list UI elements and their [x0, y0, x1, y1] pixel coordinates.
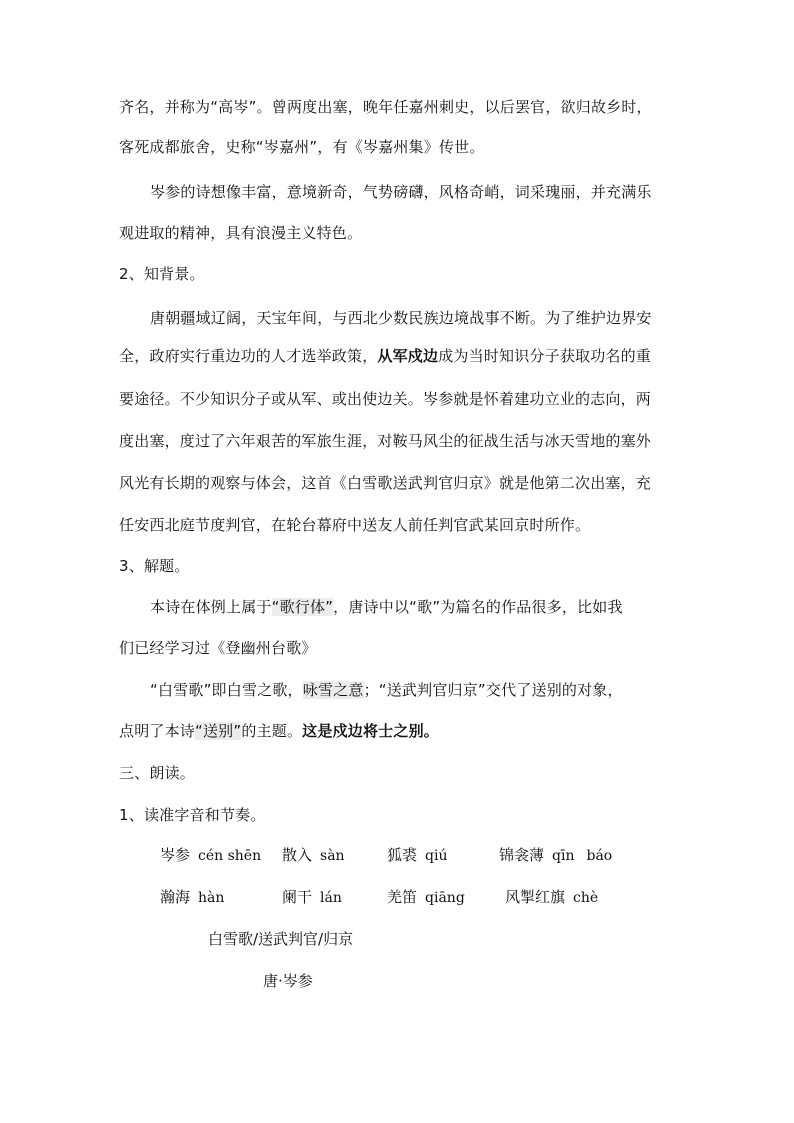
pronunciation-item: [387, 845, 447, 866]
title-explain-line-4-pre: 点明了本诗: [119, 722, 196, 740]
style-line-1: 岑参的诗想像丰富，意境新奇，气势磅礴，风格奇峭，词采瑰丽，并充满乐: [150, 183, 652, 201]
background-line-6: 任安西北庭节度判官，在轮台幕府中送友人前任判官武某回京时所作。: [119, 516, 591, 534]
pronunciation-word: 狐裘: [387, 846, 418, 864]
pronunciation-item: [499, 845, 612, 866]
pronunciation-pinyin: sàn: [320, 848, 345, 864]
pronunciation-word: 羌笛: [387, 888, 418, 906]
pronunciation-word: 岑参: [160, 846, 191, 864]
title-explain-line-1-post: ，唐诗中以“歌”为篇名的作品很多，比如我: [333, 598, 623, 616]
title-explain-line-3: [150, 680, 623, 700]
title-explain-line-1-highlight: “歌行体”: [271, 598, 334, 616]
title-explain-line-4-highlight: “送别”: [195, 722, 242, 740]
reading-heading: 三、朗读。: [119, 764, 196, 782]
poem-author: 唐·岑参: [263, 972, 313, 990]
pronunciation-pinyin-2: báo: [586, 848, 613, 864]
title-explain-line-4-bold: 这是戍边将士之别。: [302, 722, 439, 740]
intro-line-2: 客死成都旅舍，史称“岑嘉州”，有《岑嘉州集》传世。: [119, 138, 485, 156]
title-explain-heading: 3、解题。: [119, 557, 190, 575]
pronunciation-word: 阑干: [282, 888, 313, 906]
title-explain-line-3-a: “白雪歌”即白雪之歌，: [150, 681, 303, 699]
title-explain-line-4: [119, 721, 439, 741]
pronunciation-pinyin: qīn: [552, 848, 575, 864]
title-explain-line-3-highlight: 咏雪之意: [302, 681, 364, 699]
pronunciation-pinyin: qiú: [425, 848, 448, 864]
background-heading: 2、知背景。: [119, 265, 205, 283]
background-line-4: 度出塞，度过了六年艰苦的军旅生涯，对鞍马风尘的征战生活与冰天雪地的塞外: [119, 432, 652, 450]
background-line-2-pre: 全，政府实行重边功的人才选举政策，: [119, 347, 378, 365]
title-explain-line-1-pre: 本诗在体例上属于: [150, 598, 272, 616]
pronunciation-item: [387, 887, 465, 908]
background-line-5: 风光有长期的观察与体会，这首《白雪歌送武判官归京》就是他第二次出塞，充: [119, 474, 652, 492]
reading-sub-heading: 1、读准字音和节奏。: [119, 806, 266, 824]
pronunciation-item: [160, 887, 224, 908]
background-line-1: 唐朝疆域辽阔，天宝年间，与西北少数民族边境战事不断。为了维护边界安: [150, 309, 652, 327]
title-explain-line-1: [150, 597, 623, 617]
poem-title-rhythm: 白雪歌/送武判官/归京: [208, 930, 354, 948]
background-line-3: 要途径。不少知识分子或从军、或出使边关。岑参就是怀着建功立业的志向，两: [119, 390, 652, 408]
pronunciation-word: 散入: [282, 846, 313, 864]
style-line-2: 观进取的精神，具有浪漫主义特色。: [119, 224, 363, 242]
pronunciation-word: 锦衾薄: [499, 846, 545, 864]
pronunciation-pinyin: qiāng: [425, 890, 465, 906]
background-line-2-bold: 从军戍边: [377, 347, 439, 365]
pronunciation-pinyin: hàn: [198, 890, 225, 906]
pronunciation-word: 风掣红旗: [505, 888, 566, 906]
pronunciation-item: [160, 845, 261, 866]
pronunciation-item: [282, 887, 342, 908]
pronunciation-pinyin: lán: [320, 890, 342, 906]
pronunciation-word: 瀚海: [160, 888, 191, 906]
title-explain-line-4-mid: 的主题。: [241, 722, 303, 740]
background-line-2-post: 成为当时知识分子获取功名的重: [438, 347, 652, 365]
pronunciation-pinyin: chè: [573, 890, 599, 906]
pronunciation-pinyin: cén shēn: [198, 848, 262, 864]
pronunciation-item: [282, 845, 345, 866]
title-explain-line-2: 们已经学习过《登幽州台歌》: [119, 639, 317, 657]
pronunciation-item: [505, 887, 598, 908]
background-line-2: [119, 346, 651, 366]
intro-line-1: 齐名，并称为“高岑”。曾两度出塞，晚年任嘉州刺史，以后罢官，欲归故乡时，: [119, 98, 652, 116]
title-explain-line-3-b: ；“送武判官归京”交代了送别的对象，: [363, 681, 623, 699]
